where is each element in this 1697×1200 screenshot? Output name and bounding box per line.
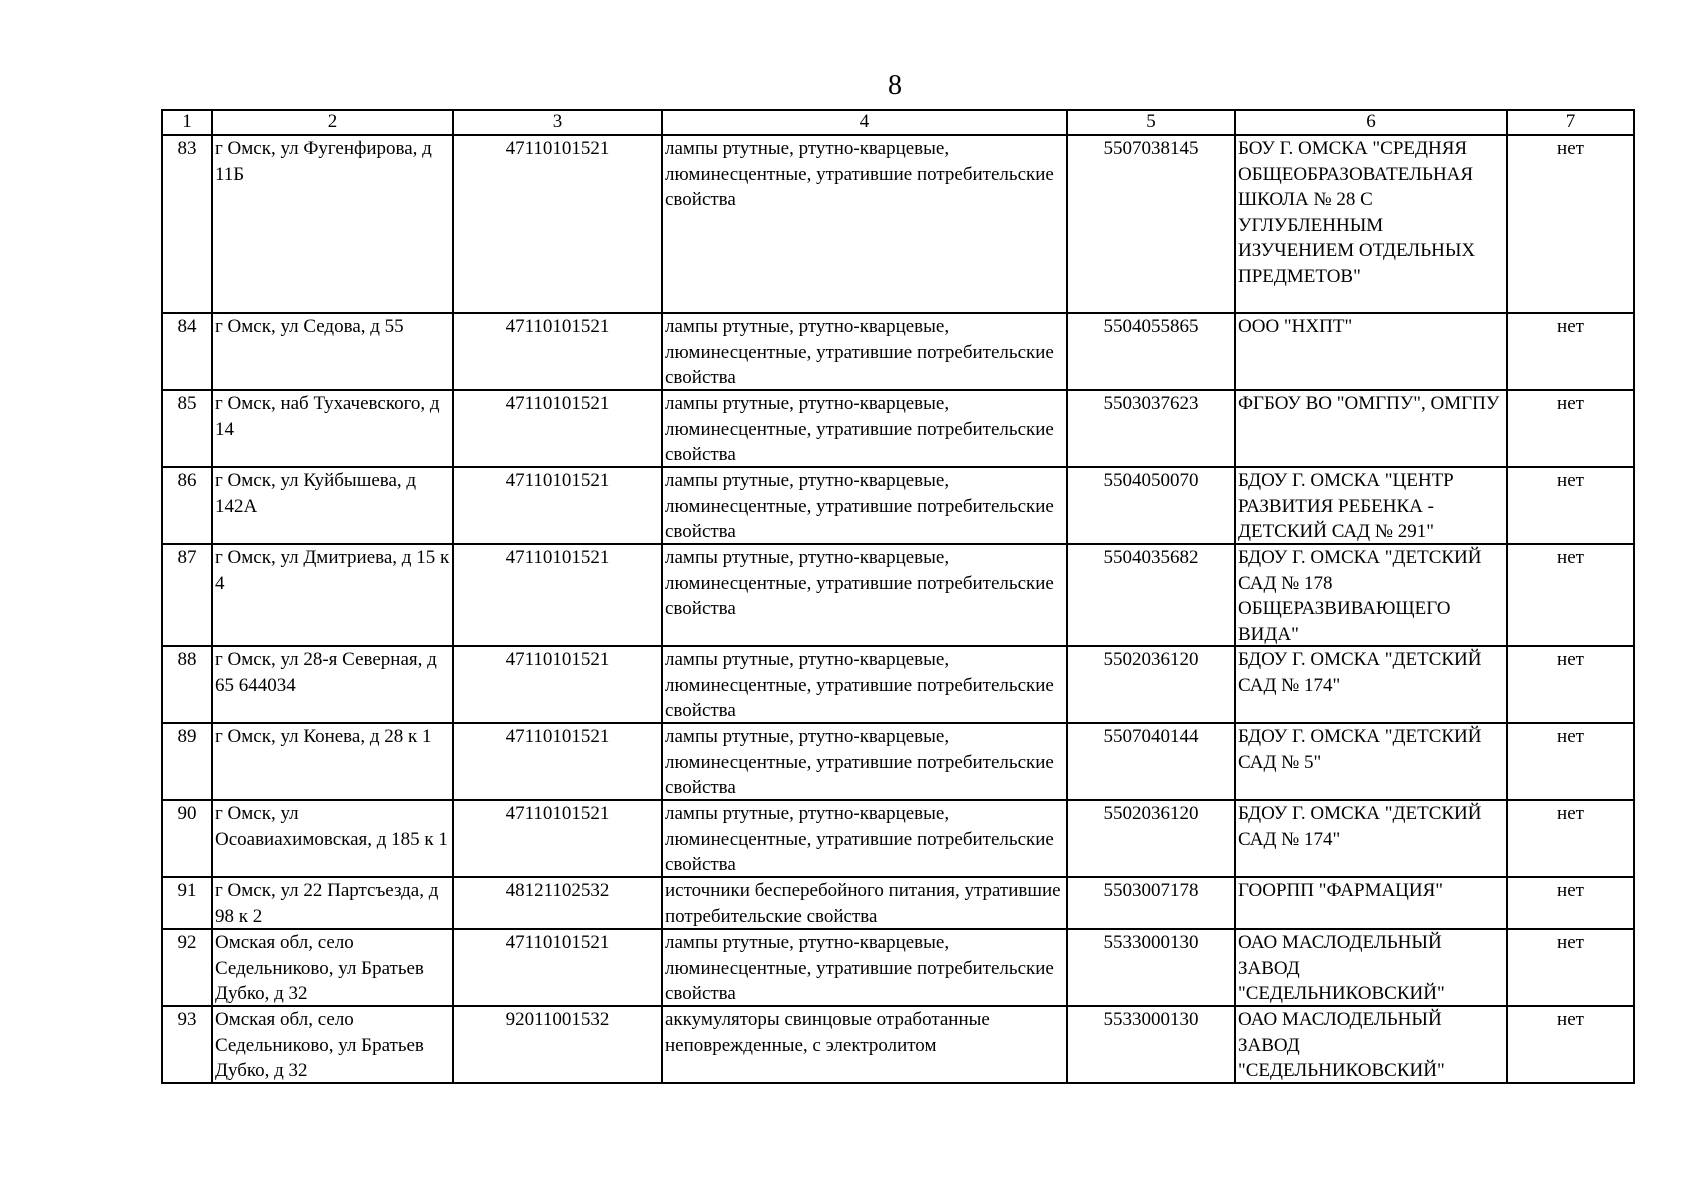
inn-cell-text: 5507038145 (1103, 138, 1199, 159)
flag-cell (1507, 877, 1634, 929)
waste-code-cell (453, 800, 662, 877)
table-row (162, 800, 1634, 877)
waste-name-cell-text: источники бесперебойного питания, утратившие потребительские свойства (665, 880, 1061, 927)
flag-cell (1507, 544, 1634, 646)
address-cell-text: г Омск, ул 22 Партсъезда, д 98 к 2 (215, 880, 439, 927)
waste-code-cell-text: 47110101521 (505, 932, 610, 953)
waste-name-cell-text: лампы ртутные, ртутно-кварцевые, люминесцентные, утратившие потребительские свойства (665, 393, 1054, 465)
organization-cell (1235, 467, 1507, 544)
flag-cell (1507, 135, 1634, 313)
inn-cell (1067, 800, 1235, 877)
flag-cell (1507, 313, 1634, 390)
flag-cell-text: нет (1557, 726, 1584, 747)
inn-cell (1067, 929, 1235, 1006)
waste-name-cell (662, 1006, 1067, 1083)
row-number (162, 1006, 212, 1083)
address-cell-text: г Омск, ул Седова, д 55 (215, 316, 404, 337)
waste-name-cell (662, 646, 1067, 723)
data-table (161, 109, 1635, 1084)
organization-cell (1235, 877, 1507, 929)
inn-cell-text: 5503007178 (1103, 880, 1199, 901)
flag-cell (1507, 1006, 1634, 1083)
row-number (162, 800, 212, 877)
page-number: 8 (888, 70, 902, 101)
flag-cell-text: нет (1557, 393, 1584, 414)
inn-cell (1067, 1006, 1235, 1083)
organization-cell-text: БДОУ Г. ОМСКА "ДЕТСКИЙ САД № 174" (1238, 803, 1482, 850)
waste-name-cell-text: лампы ртутные, ртутно-кварцевые, люминесцентные, утратившие потребительские свойства (665, 316, 1054, 388)
waste-name-cell-text: лампы ртутные, ртутно-кварцевые, люминесцентные, утратившие потребительские свойства (665, 547, 1054, 619)
inn-cell (1067, 313, 1235, 390)
organization-cell (1235, 800, 1507, 877)
address-cell (212, 544, 453, 646)
address-cell-text: г Омск, ул Осоавиахимовская, д 185 к 1 (215, 803, 448, 850)
inn-cell-text: 5533000130 (1103, 1009, 1199, 1030)
organization-cell (1235, 1006, 1507, 1083)
organization-cell (1235, 135, 1507, 313)
organization-cell (1235, 544, 1507, 646)
inn-cell (1067, 723, 1235, 800)
flag-cell (1507, 800, 1634, 877)
waste-name-cell (662, 544, 1067, 646)
inn-cell-text: 5502036120 (1103, 803, 1199, 824)
waste-name-cell (662, 723, 1067, 800)
waste-code-cell (453, 646, 662, 723)
waste-name-cell (662, 390, 1067, 467)
address-cell (212, 800, 453, 877)
flag-cell-text: нет (1557, 138, 1584, 159)
waste-code-cell (453, 877, 662, 929)
organization-cell (1235, 929, 1507, 1006)
address-cell-text: г Омск, ул Конева, д 28 к 1 (215, 726, 432, 747)
waste-name-cell (662, 467, 1067, 544)
waste-code-cell-text: 47110101521 (505, 138, 610, 159)
row-number (162, 877, 212, 929)
organization-cell-text: ГООРПП "ФАРМАЦИЯ" (1238, 880, 1444, 901)
table-body (162, 110, 1634, 1083)
waste-code-cell-text: 47110101521 (505, 649, 610, 670)
organization-cell (1235, 313, 1507, 390)
waste-code-cell-text: 47110101521 (505, 393, 610, 414)
waste-name-cell-text: лампы ртутные, ртутно-кварцевые, люминесцентные, утратившие потребительские свойства (665, 726, 1054, 798)
address-cell-text: г Омск, ул 28-я Северная, д 65 644034 (215, 649, 437, 696)
row-number (162, 135, 212, 313)
waste-code-cell-text: 48121102532 (505, 880, 610, 901)
waste-name-cell (662, 877, 1067, 929)
inn-cell-text: 5504035682 (1103, 547, 1199, 568)
organization-cell (1235, 390, 1507, 467)
table-row (162, 929, 1634, 1006)
flag-cell-text: нет (1557, 649, 1584, 670)
address-cell-text: г Омск, ул Дмитриева, д 15 к 4 (215, 547, 450, 594)
flag-cell-text: нет (1557, 547, 1584, 568)
flag-cell (1507, 390, 1634, 467)
table-row (162, 646, 1634, 723)
organization-cell-text: БДОУ Г. ОМСКА "ДЕТСКИЙ САД № 178 ОБЩЕРАЗВИВАЮЩЕГО ВИДА" (1238, 547, 1482, 645)
waste-name-cell-text: аккумуляторы свинцовые отработанные неповрежденные, с электролитом (665, 1009, 990, 1056)
waste-code-cell (453, 723, 662, 800)
row-number-text: 86 (177, 470, 197, 491)
row-number-text: 91 (177, 880, 197, 901)
organization-cell-text: БДОУ Г. ОМСКА "ДЕТСКИЙ САД № 174" (1238, 649, 1482, 696)
inn-cell (1067, 544, 1235, 646)
address-cell-text: г Омск, ул Куйбышева, д 142А (215, 470, 417, 517)
organization-cell-text: БОУ Г. ОМСКА "СРЕДНЯЯ ОБЩЕОБРАЗОВАТЕЛЬНАЯ ШКОЛА № 28 С УГЛУБЛЕННЫМ ИЗУЧЕНИЕМ ОТДЕЛЬНЫХ ПРЕДМЕТОВ" (1238, 138, 1476, 287)
address-cell (212, 313, 453, 390)
table-row (162, 1006, 1634, 1083)
table-row (162, 467, 1634, 544)
inn-cell-text: 5504055865 (1103, 316, 1199, 337)
waste-code-cell (453, 929, 662, 1006)
column-header-6: 6 (1235, 110, 1507, 135)
waste-name-cell-text: лампы ртутные, ртутно-кварцевые, люминесцентные, утратившие потребительские свойства (665, 932, 1054, 1004)
table-row (162, 135, 1634, 313)
address-cell-text: Омская обл, село Седельниково, ул Братьев Дубко, д 32 (215, 932, 424, 1004)
address-cell-text: г Омск, ул Фугенфирова, д 11Б (215, 138, 432, 185)
row-number-text: 88 (177, 649, 197, 670)
waste-code-cell (453, 390, 662, 467)
inn-cell (1067, 135, 1235, 313)
row-number (162, 646, 212, 723)
flag-cell-text: нет (1557, 803, 1584, 824)
waste-code-cell (453, 467, 662, 544)
column-header-4: 4 (662, 110, 1067, 135)
row-number-text: 89 (177, 726, 197, 747)
row-number (162, 390, 212, 467)
waste-name-cell (662, 313, 1067, 390)
inn-cell (1067, 390, 1235, 467)
row-number (162, 723, 212, 800)
address-cell-text: Омская обл, село Седельниково, ул Братьев Дубко, д 32 (215, 1009, 424, 1081)
address-cell (212, 723, 453, 800)
address-cell (212, 646, 453, 723)
row-number (162, 313, 212, 390)
organization-cell-text: БДОУ Г. ОМСКА "ДЕТСКИЙ САД № 5" (1238, 726, 1482, 773)
waste-name-cell-text: лампы ртутные, ртутно-кварцевые, люминесцентные, утратившие потребительские свойства (665, 803, 1054, 875)
organization-cell-text: БДОУ Г. ОМСКА "ЦЕНТР РАЗВИТИЯ РЕБЕНКА - ДЕТСКИЙ САД № 291" (1238, 470, 1454, 542)
row-number-text: 85 (177, 393, 197, 414)
waste-code-cell (453, 313, 662, 390)
waste-name-cell (662, 800, 1067, 877)
inn-cell-text: 5533000130 (1103, 932, 1199, 953)
column-header-row (162, 110, 1634, 135)
flag-cell (1507, 467, 1634, 544)
inn-cell-text: 5503037623 (1103, 393, 1199, 414)
waste-code-cell (453, 1006, 662, 1083)
waste-code-cell-text: 47110101521 (505, 803, 610, 824)
row-number-text: 92 (177, 932, 197, 953)
table-row (162, 723, 1634, 800)
address-cell (212, 135, 453, 313)
organization-cell-text: ООО "НХПТ" (1238, 316, 1353, 337)
row-number-text: 93 (177, 1009, 197, 1030)
waste-name-cell-text: лампы ртутные, ртутно-кварцевые, люминесцентные, утратившие потребительские свойства (665, 138, 1054, 210)
row-number (162, 467, 212, 544)
row-number (162, 544, 212, 646)
inn-cell-text: 5502036120 (1103, 649, 1199, 670)
column-header-3: 3 (453, 110, 662, 135)
table-row (162, 877, 1634, 929)
waste-code-cell-text: 92011001532 (505, 1009, 610, 1030)
waste-code-cell (453, 135, 662, 313)
flag-cell-text: нет (1557, 880, 1584, 901)
flag-cell-text: нет (1557, 470, 1584, 491)
column-header-2: 2 (212, 110, 453, 135)
inn-cell (1067, 877, 1235, 929)
table-row (162, 390, 1634, 467)
flag-cell (1507, 723, 1634, 800)
row-number-text: 90 (177, 803, 197, 824)
address-cell (212, 929, 453, 1006)
address-cell (212, 390, 453, 467)
organization-cell (1235, 723, 1507, 800)
address-cell (212, 877, 453, 929)
table-row (162, 544, 1634, 646)
organization-cell-text: ОАО МАСЛОДЕЛЬНЫЙ ЗАВОД "СЕДЕЛЬНИКОВСКИЙ" (1238, 932, 1445, 1004)
column-header-7: 7 (1507, 110, 1634, 135)
row-number-text: 87 (177, 547, 197, 568)
waste-name-cell (662, 135, 1067, 313)
organization-cell (1235, 646, 1507, 723)
waste-code-cell-text: 47110101521 (505, 316, 610, 337)
inn-cell-text: 5507040144 (1103, 726, 1199, 747)
organization-cell-text: ФГБОУ ВО "ОМГПУ", ОМГПУ (1238, 393, 1500, 414)
flag-cell (1507, 646, 1634, 723)
address-cell (212, 467, 453, 544)
waste-name-cell-text: лампы ртутные, ртутно-кварцевые, люминесцентные, утратившие потребительские свойства (665, 470, 1054, 542)
address-cell (212, 1006, 453, 1083)
row-number-text: 83 (177, 138, 197, 159)
flag-cell-text: нет (1557, 316, 1584, 337)
row-number (162, 929, 212, 1006)
waste-name-cell-text: лампы ртутные, ртутно-кварцевые, люминесцентные, утратившие потребительские свойства (665, 649, 1054, 721)
inn-cell-text: 5504050070 (1103, 470, 1199, 491)
column-header-1: 1 (162, 110, 212, 135)
waste-name-cell (662, 929, 1067, 1006)
waste-code-cell (453, 544, 662, 646)
waste-code-cell-text: 47110101521 (505, 726, 610, 747)
flag-cell-text: нет (1557, 1009, 1584, 1030)
table-row (162, 313, 1634, 390)
flag-cell-text: нет (1557, 932, 1584, 953)
inn-cell (1067, 467, 1235, 544)
inn-cell (1067, 646, 1235, 723)
organization-cell-text: ОАО МАСЛОДЕЛЬНЫЙ ЗАВОД "СЕДЕЛЬНИКОВСКИЙ" (1238, 1009, 1445, 1081)
column-header-5: 5 (1067, 110, 1235, 135)
address-cell-text: г Омск, наб Тухачевского, д 14 (215, 393, 440, 440)
row-number-text: 84 (177, 316, 197, 337)
flag-cell (1507, 929, 1634, 1006)
waste-code-cell-text: 47110101521 (505, 547, 610, 568)
waste-code-cell-text: 47110101521 (505, 470, 610, 491)
